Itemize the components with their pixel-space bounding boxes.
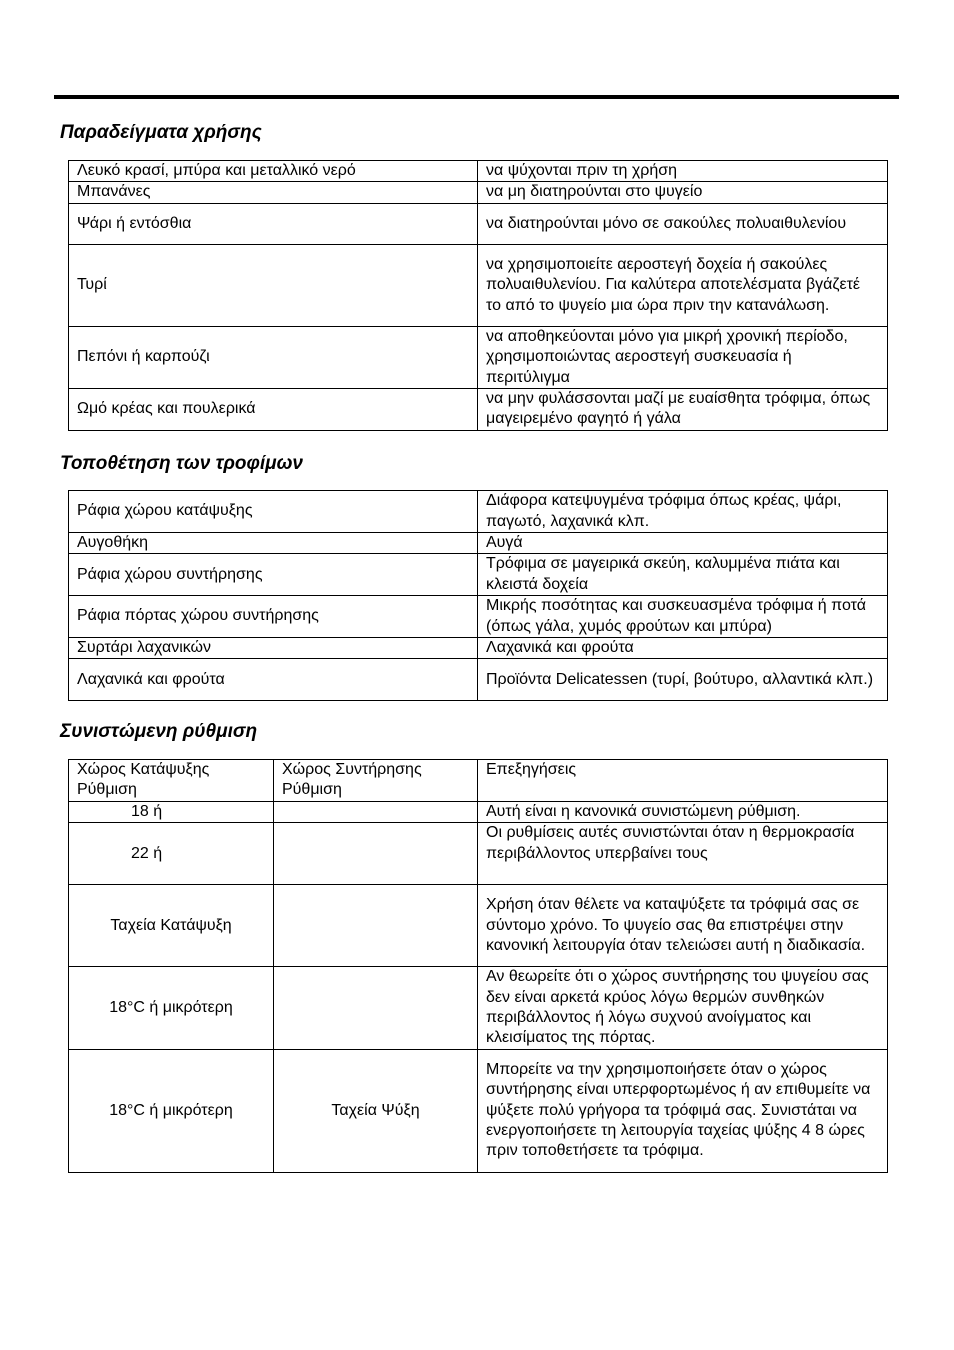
table-row bbox=[69, 326, 888, 388]
table-row bbox=[69, 389, 888, 431]
usage-note: να μη διατηρούνται στο ψυγείο bbox=[478, 182, 888, 203]
table-row bbox=[69, 1049, 888, 1172]
table-row bbox=[69, 885, 888, 967]
placement-table bbox=[68, 490, 888, 701]
usage-note: να διατηρούνται μόνο σε σακούλες πολυαιθυλενίου bbox=[478, 203, 888, 244]
table-row bbox=[69, 967, 888, 1050]
fridge-setting bbox=[274, 801, 478, 822]
usage-note: να ψύχονται πριν τη χρήση bbox=[478, 161, 888, 182]
usage-item: Ωμό κρέας και πουλερικά bbox=[69, 389, 478, 431]
fridge-setting bbox=[274, 823, 478, 885]
usage-item: Τυρί bbox=[69, 244, 478, 326]
placement-place: Ράφια χώρου κατάψυξης bbox=[69, 491, 478, 533]
usage-note: να χρησιμοποιείτε αεροστεγή δοχεία ή σακούλες πολυαιθυλενίου. Για καλύτερα αποτελέσματα βγάζετέ το από το ψυγείο μια ώρα πριν την κατανάλωση. bbox=[478, 244, 888, 326]
usage-item: Λευκό κρασί, μπύρα και μεταλλικό νερό bbox=[69, 161, 478, 182]
usage-item: Ψάρι ή εντόσθια bbox=[69, 203, 478, 244]
placement-food: Τρόφιμα σε μαγειρικά σκεύη, καλυμμένα πιάτα και κλειστά δοχεία bbox=[478, 554, 888, 596]
freezer-setting: 18 ή bbox=[69, 801, 274, 822]
section-title-usage: Παραδείγματα χρήσης bbox=[60, 122, 262, 143]
header-notes: Επεξηγήσεις bbox=[478, 760, 888, 802]
freezer-setting: 18°C ή μικρότερη bbox=[69, 1049, 274, 1172]
table-row bbox=[69, 491, 888, 533]
table-row bbox=[69, 659, 888, 701]
table-row bbox=[69, 554, 888, 596]
placement-place: Συρτάρι λαχανικών bbox=[69, 638, 478, 659]
table-row bbox=[69, 161, 888, 182]
settings-table bbox=[68, 759, 888, 1173]
setting-note: Αν θεωρείτε ότι ο χώρος συντήρησης του ψυγείου σας δεν είναι αρκετά κρύος λόγω θερμών συνθηκών περιβάλλοντος ή λόγω συχνού ανοίγματος και κλεισίματος της πόρτας. bbox=[478, 967, 888, 1050]
placement-food: Διάφορα κατεψυγμένα τρόφιμα όπως κρέας, ψάρι, παγωτό, λαχανικά κλπ. bbox=[478, 491, 888, 533]
fridge-setting: Ταχεία Ψύξη bbox=[274, 1049, 478, 1172]
setting-note: Οι ρυθμίσεις αυτές συνιστώνται όταν η θερμοκρασία περιβάλλοντος υπερβαίνει τους bbox=[478, 823, 888, 885]
placement-place: Ράφια χώρου συντήρησης bbox=[69, 554, 478, 596]
table-header-row bbox=[69, 760, 888, 802]
table-row bbox=[69, 823, 888, 885]
setting-note: Αυτή είναι η κανονικά συνιστώμενη ρύθμιση. bbox=[478, 801, 888, 822]
table-row bbox=[69, 182, 888, 203]
table-row bbox=[69, 638, 888, 659]
usage-table bbox=[68, 160, 888, 431]
placement-place: Ράφια πόρτας χώρου συντήρησης bbox=[69, 596, 478, 638]
header-freezer: Χώρος Κατάψυξης Ρύθμιση bbox=[69, 760, 274, 802]
fridge-setting bbox=[274, 885, 478, 967]
setting-note: Μπορείτε να την χρησιμοποιήσετε όταν ο χώρος συντήρησης είναι υπερφορτωμένος ή αν επιθυμείτε να ψύξετε πολύ γρήγορα τα τρόφιμά σας. Συνιστάται να ενεργοποιήσετε τη λειτουργία ταχείας ψύξης 4 8 ώρες πριν τοποθετήσετε τα τρόφιμα. bbox=[478, 1049, 888, 1172]
table-row bbox=[69, 596, 888, 638]
usage-item: Μπανάνες bbox=[69, 182, 478, 203]
placement-place: Λαχανικά και φρούτα bbox=[69, 659, 478, 701]
placement-food: Μικρής ποσότητας και συσκευασμένα τρόφιμα ή ποτά (όπως γάλα, χυμός φρούτων και μπύρα) bbox=[478, 596, 888, 638]
table-row bbox=[69, 244, 888, 326]
top-rule bbox=[54, 95, 899, 99]
table-row bbox=[69, 801, 888, 822]
freezer-setting: 22 ή bbox=[69, 823, 274, 885]
freezer-setting: Ταχεία Κατάψυξη bbox=[69, 885, 274, 967]
fridge-setting bbox=[274, 967, 478, 1050]
usage-note: να αποθηκεύονται μόνο για μικρή χρονική περίοδο, χρησιμοποιώντας αεροστεγή συσκευασία ή περιτύλιγμα bbox=[478, 326, 888, 388]
freezer-setting: 18°C ή μικρότερη bbox=[69, 967, 274, 1050]
header-fridge: Χώρος Συντήρησης Ρύθμιση bbox=[274, 760, 478, 802]
placement-food: Προϊόντα Delicatessen (τυρί, βούτυρο, αλλαντικά κλπ.) bbox=[478, 659, 888, 701]
placement-place: Αυγοθήκη bbox=[69, 533, 478, 554]
placement-food: Λαχανικά και φρούτα bbox=[478, 638, 888, 659]
section-title-placement: Τοποθέτηση των τροφίμων bbox=[60, 453, 304, 474]
usage-note: να μην φυλάσσονται μαζί με ευαίσθητα τρόφιμα, όπως μαγειρεμένο φαγητό ή γάλα bbox=[478, 389, 888, 431]
table-row bbox=[69, 533, 888, 554]
placement-food: Αυγά bbox=[478, 533, 888, 554]
table-row bbox=[69, 203, 888, 244]
usage-item: Πεπόνι ή καρπούζι bbox=[69, 326, 478, 388]
section-title-settings: Συνιστώμενη ρύθμιση bbox=[60, 721, 258, 742]
setting-note: Χρήση όταν θέλετε να καταψύξετε τα τρόφιμά σας σε σύντομο χρόνο. Το ψυγείο σας θα επιστρέψει στην κανονική λειτουργία όταν τελειώσει αυτή η διαδικασία. bbox=[478, 885, 888, 967]
